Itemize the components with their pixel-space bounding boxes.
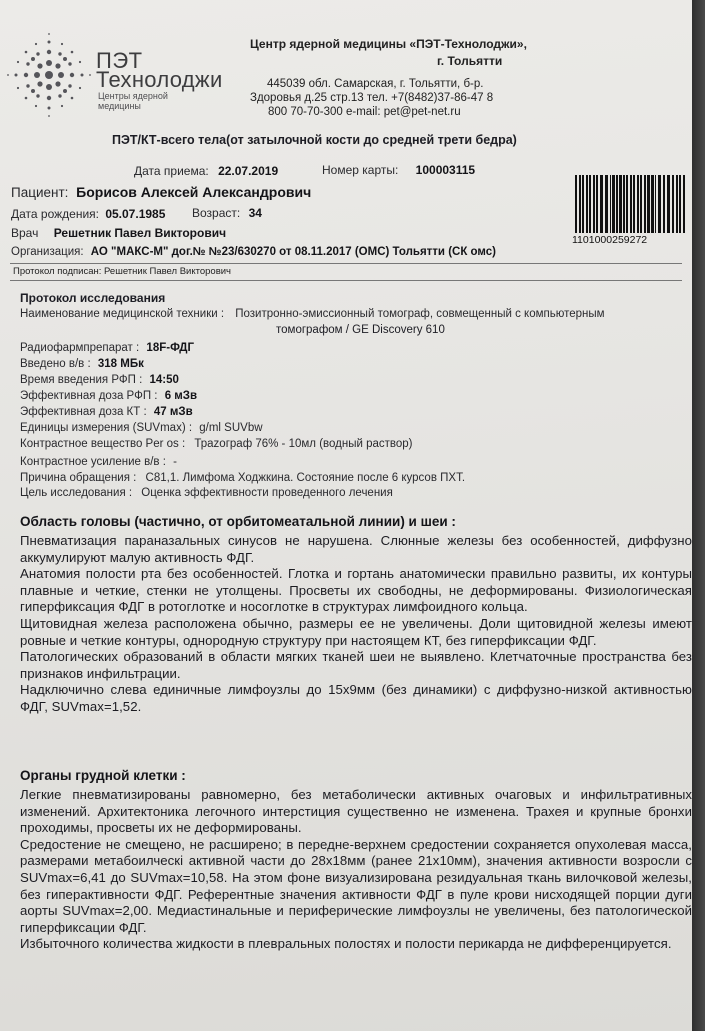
- visit-date-row: [134, 164, 278, 178]
- time-label: Время введения РФП :: [20, 374, 143, 386]
- reason-row: [20, 472, 465, 484]
- head-paragraph-5: Надключично слева единичные лимфоузлы до 15x9мм (без динамики) с диффузно-низкой активностью ФДГ, SUVmax=1,52.: [20, 682, 692, 714]
- signed-by: Протокол подписан: Решетник Павел Викторович: [13, 266, 232, 277]
- equipment-row: [20, 308, 605, 320]
- barcode-number: 1101000259272: [572, 234, 648, 246]
- age-value: 34: [248, 206, 262, 220]
- organization-row: [11, 246, 496, 258]
- divider-top: [10, 263, 682, 264]
- head-paragraph-3: Щитовидная железа расположена обычно, размеры ее не увеличены. Доли щитовидной железы имеют ровные и четкие контуры, однородную структуру при настоящем КТ, без гиперфиксации ФДГ.: [20, 615, 692, 648]
- patient-name-label: Пациент:: [11, 185, 69, 200]
- section-chest-title: Органы грудной клетки :: [20, 768, 186, 783]
- doctor-label: Врач: [11, 226, 39, 240]
- clinic-header-line-2: г. Тольятти: [437, 54, 503, 68]
- clinic-address-line-1: 445039 обл. Самарская, г. Тольятти, б-р.: [267, 78, 484, 90]
- card-number-value: 100003115: [415, 163, 476, 177]
- dose-rfp-value: 6 мЗв: [164, 390, 198, 402]
- dose-ct-value: 47 мЗв: [153, 406, 193, 418]
- dose-ct-label: Эффективная доза КТ :: [20, 406, 147, 418]
- time-row: [20, 374, 179, 386]
- card-number-label: Номер карты:: [322, 163, 399, 177]
- divider-signed: [10, 280, 682, 281]
- head-paragraph-1: Пневматизация параназальных синусов не нарушена. Слюнные железы без особенностей, диффузно аккумулируют малую активность ФДГ.: [20, 533, 692, 565]
- goal-value: Оценка эффективности проведенного лечения: [141, 487, 393, 499]
- brand-line-2: Технолоджи: [96, 67, 223, 92]
- rfp-label: Радиофармпрепарат :: [20, 342, 140, 354]
- rfp-value: 18F-ФДГ: [146, 342, 195, 354]
- clinic-header-line-1: Центр ядерной медицины «ПЭТ-Технолоджи»,: [250, 37, 527, 51]
- clinic-logo-icon: [4, 30, 94, 120]
- card-number-row: [322, 163, 475, 177]
- barcode-icon: [574, 175, 686, 233]
- doctor-row: [11, 226, 226, 240]
- enhance-row: [20, 456, 177, 468]
- units-value: g/ml SUVbw: [199, 422, 263, 434]
- dob-row: [11, 207, 165, 221]
- clinic-address-line-3: 800 70-70-300 e-mail: pet@pet-net.ru: [268, 106, 461, 118]
- rfp-row: [20, 342, 194, 354]
- document-title: ПЭТ/КТ-всего тела(от затылочной кости до средней трети бедра): [112, 133, 517, 147]
- section-head-title: Область головы (частично, от орбитомеатальной линии) и шеи :: [20, 514, 456, 529]
- contrast-label: Контрастное вещество Per os :: [20, 438, 186, 450]
- units-label: Единицы измерения (SUVmax) :: [20, 422, 193, 434]
- injected-label: Введено в/в :: [20, 358, 91, 370]
- visit-date-value: 22.07.2019: [218, 164, 279, 178]
- equipment-label: Наименование медицинской техники :: [20, 308, 225, 320]
- dob-label: Дата рождения:: [11, 207, 99, 221]
- section-head-body: [20, 533, 692, 716]
- dose-ct-row: [20, 406, 193, 418]
- injected-value: 318 МБк: [97, 358, 144, 370]
- clinic-address-line-2: Здоровья д.25 стр.13 тел. +7(8482)37-86-47 8: [250, 92, 494, 104]
- chest-paragraph-2: Средостение не смещено, не расширено; в передне-верхнем средостении сохраняется опухолевая масса, размерами метабоилческi активной части до 28x18мм (ранее 21x10мм), значения активности возросли с SUVmax=6,41 до SUVmax=10,58. На этом фоне визуализирована резидуальная ткань вилочковой железы, без гиперактивности ФДГ. Референтные значения активности ФДГ в пуле крови нисходящей порции дуги аорты SUVmax=2,00. Медиастинальные и периферические лимфоузлы не увеличены, без патологической гиперфиксации ФДГ.: [20, 836, 692, 935]
- injected-row: [20, 358, 144, 370]
- visit-date-label: Дата приема:: [134, 164, 209, 178]
- time-value: 14:50: [149, 374, 179, 386]
- patient-name-value: Борисов Алексей Александрович: [76, 184, 312, 200]
- goal-row: [20, 487, 393, 499]
- age-label: Возраст:: [192, 206, 241, 220]
- dose-rfp-label: Эффективная доза РФП :: [20, 390, 158, 402]
- head-paragraph-4: Патологических образований в области мягких тканей шеи не выявлено. Клетчаточные пространства без признаков инфильтрации.: [20, 649, 692, 681]
- brand-subtitle: Центры ядерной медицины: [98, 91, 168, 111]
- dob-value: 05.07.1985: [105, 207, 166, 221]
- organization-value: АО "МАКС-М" дог.№ №23/630270 от 08.11.2017 (ОМС) Тольятти (СК омс): [90, 246, 496, 258]
- patient-name-row: [11, 184, 311, 200]
- contrast-value: Трazограф 76% - 10мл (водный раствор): [194, 438, 413, 450]
- brand-line-1: ПЭТ: [96, 48, 143, 73]
- reason-label: Причина обращения :: [20, 472, 137, 484]
- head-paragraph-2: Анатомия полости рта без особенностей. Глотка и гортань анатомически правильно развиты, их контуры плавные и четкие, стенки не утолщены. Просветы их свободны, не деформированы. Физиологическая гиперфиксация ФДГ в ротоглотке и носоглотке в структурах лимфоидного кольца.: [20, 566, 692, 615]
- organization-label: Организация:: [11, 246, 84, 258]
- equipment-value-1: Позитронно-эмиссионный томограф, совмещенный с компьютерным: [235, 308, 605, 320]
- enhance-value: -: [173, 456, 177, 468]
- chest-paragraph-3: Избыточного количества жидкости в плевральных полостях и полости перикарда не дифференцируется.: [20, 936, 672, 952]
- protocol-heading: Протокол исследования: [20, 291, 166, 305]
- section-chest-body: [20, 787, 692, 953]
- reason-value: C81,1. Лимфома Ходжкина. Состояние после 6 курсов ПХТ.: [145, 472, 466, 484]
- contrast-row: [20, 438, 413, 450]
- dose-rfp-row: [20, 390, 197, 402]
- chest-paragraph-1: Легкие пневматизированы равномерно, без метаболически активных очаговых и инфильтративных изменений. Архитектоника легочного интерстиция существенно не изменена. Трахея и крупные бронхи проходимы, просветы их не деформированы.: [20, 787, 692, 836]
- page-edge-shadow: [692, 0, 705, 1031]
- equipment-value-2: томографом / GE Discovery 610: [276, 324, 445, 336]
- doctor-value: Решетник Павел Викторович: [53, 226, 227, 240]
- enhance-label: Контрастное усиление в/в :: [20, 456, 166, 468]
- age-row: [192, 206, 262, 220]
- units-row: [20, 422, 263, 434]
- goal-label: Цель исследования :: [20, 487, 133, 499]
